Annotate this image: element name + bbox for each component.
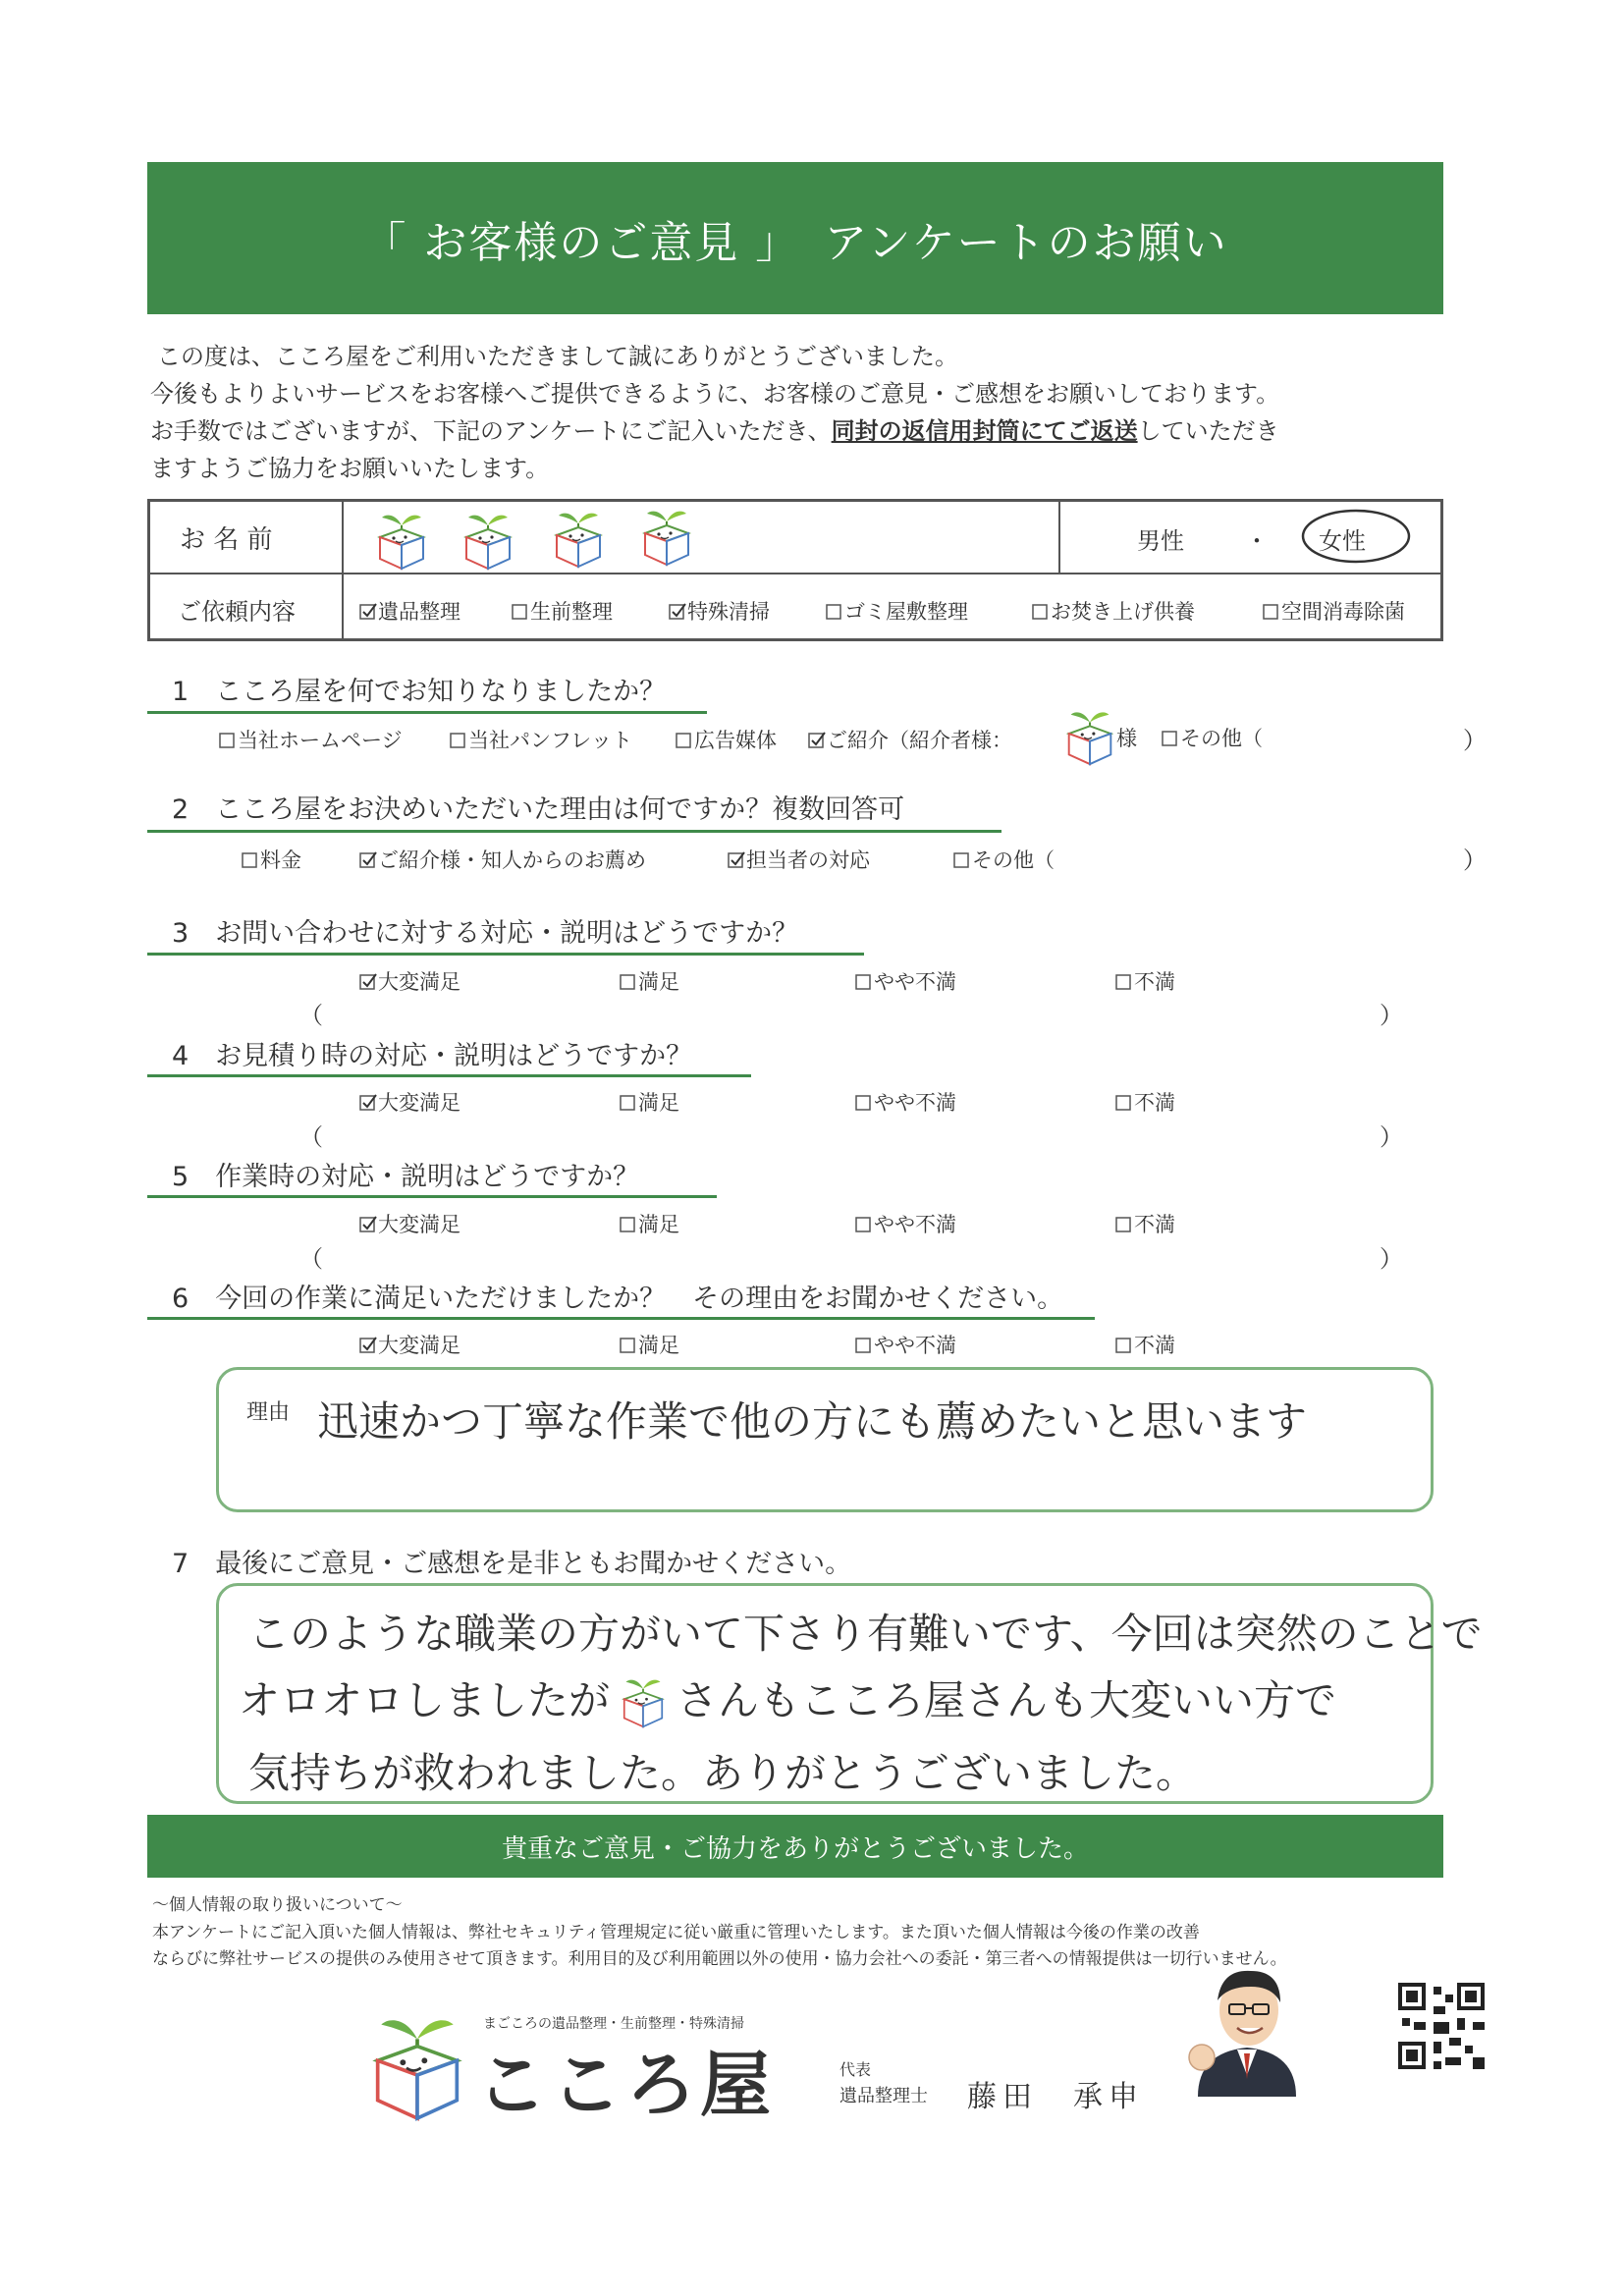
question-4-paren-close: ） <box>1380 1123 1403 1151</box>
intro-line-2: 今後もよりよいサービスをお客様へご提供できるように、お客様のご意見・ご感想をお願いしております。 <box>150 380 1280 408</box>
question-3 <box>172 911 798 950</box>
checkbox-icon[interactable] <box>449 731 468 750</box>
rating-option[interactable] <box>1114 1209 1175 1238</box>
q1-other-label: その他（ <box>1180 727 1263 750</box>
question-6-underline <box>147 1317 1095 1320</box>
rating-option-label: 大変満足 <box>378 1334 460 1357</box>
q1-option-label: 当社ホームページ <box>238 729 403 752</box>
checkbox-icon[interactable] <box>825 602 844 622</box>
question-5-ratings <box>358 1205 1242 1234</box>
request-option[interactable] <box>825 596 968 626</box>
rating-option-label: 大変満足 <box>378 1213 460 1236</box>
checked-checkbox-icon[interactable] <box>668 602 687 622</box>
intro-line-4: ますようご協力をお願いいたします。 <box>150 455 550 482</box>
table-divider <box>150 573 1440 574</box>
q1-option[interactable] <box>449 725 632 754</box>
mascot-icon <box>371 508 432 571</box>
reason-box[interactable] <box>216 1367 1434 1512</box>
checkbox-icon[interactable] <box>619 1093 638 1113</box>
request-option[interactable] <box>1031 596 1195 626</box>
rating-option[interactable] <box>358 1209 460 1238</box>
table-divider <box>1058 502 1060 573</box>
reason-handwriting: 迅速かつ丁寧な作業で他の方にも薦めたいと思います <box>317 1397 1308 1446</box>
rating-option[interactable] <box>358 966 460 996</box>
question-1-text: こころ屋を何でお知りなりましたか？ <box>215 677 667 707</box>
logo-tagline: まごころの遺品整理・生前整理・特殊清掃 <box>483 2016 744 2032</box>
rating-option-label: 満足 <box>638 1334 679 1357</box>
reason-label: 理由 <box>246 1400 291 1425</box>
question-5 <box>172 1155 639 1193</box>
rating-option[interactable] <box>619 1209 679 1238</box>
question-4-number: 4 <box>172 1041 189 1071</box>
request-option[interactable] <box>668 596 770 626</box>
checked-checkbox-icon[interactable] <box>358 1215 378 1234</box>
comment-line-2-pre: オロオロしましたが <box>239 1676 611 1724</box>
q1-option[interactable] <box>807 725 1012 754</box>
question-3-paren-close: ） <box>1380 1002 1403 1029</box>
comment-line-2-post: さんもこころ屋さんも大変いい方で <box>677 1676 1337 1724</box>
request-option[interactable] <box>1262 596 1405 626</box>
question-4-text: お見積り時の対応・説明はどうですか？ <box>215 1041 693 1071</box>
intro-line-3-post: していただき <box>1137 417 1279 445</box>
checkbox-icon[interactable] <box>619 1215 638 1234</box>
rating-option[interactable] <box>358 1087 460 1117</box>
comments-box[interactable] <box>216 1583 1483 1804</box>
rating-option[interactable] <box>358 1330 460 1359</box>
checkbox-icon[interactable] <box>1114 1215 1134 1234</box>
intro-line-3-pre: お手数ではございますが、下記のアンケートにご記入いただき、 <box>150 417 832 445</box>
request-options <box>358 592 1438 631</box>
checkbox-icon[interactable] <box>1031 602 1051 622</box>
question-5-paren-open: （ <box>299 1245 323 1273</box>
thanks-bar: 貴重なご意見・ご協力をありがとうございました。 <box>147 1815 1443 1878</box>
question-7 <box>172 1542 851 1580</box>
circle-mark-icon <box>1299 504 1417 569</box>
checked-checkbox-icon[interactable] <box>358 1093 378 1113</box>
checked-checkbox-icon[interactable] <box>727 850 746 870</box>
checkbox-icon[interactable] <box>619 1336 638 1355</box>
question-6-text: 今回の作業に満足いただけましたか？ その理由をお聞かせください。 <box>215 1284 1064 1314</box>
question-4-paren-open: （ <box>299 1123 323 1151</box>
request-option-label: ゴミ屋敷整理 <box>844 600 968 624</box>
question-7-text: 最後にご意見・ご感想を是非ともお聞かせください。 <box>215 1549 852 1579</box>
intro-line-1: この度は、こころ屋をご利用いただきまして誠にありがとうございました。 <box>157 343 958 370</box>
q2-option-label: ご紹介様・知人からのお薦め <box>378 848 646 872</box>
checkbox-icon[interactable] <box>854 1336 874 1355</box>
q1-option-label: 当社パンフレット <box>468 729 632 752</box>
rating-option[interactable] <box>1114 1087 1175 1117</box>
question-5-number: 5 <box>172 1162 189 1192</box>
checkbox-icon[interactable] <box>1114 1093 1134 1113</box>
comment-line-3: 気持ちが救われました。ありがとうございました。 <box>248 1749 1198 1797</box>
question-3-number: 3 <box>172 918 189 949</box>
gender-female[interactable]: 女性 <box>1319 527 1366 555</box>
rating-option-label: 大変満足 <box>378 1091 460 1115</box>
rating-option-label: 不満 <box>1134 1213 1175 1236</box>
mascot-icon <box>1060 705 1119 766</box>
question-6-ratings <box>358 1326 1242 1355</box>
question-3-ratings <box>358 962 1242 992</box>
checked-checkbox-icon[interactable] <box>358 972 378 992</box>
rating-option[interactable] <box>854 966 956 996</box>
rating-option-label: 満足 <box>638 970 679 994</box>
q2-option[interactable] <box>727 845 870 874</box>
question-1 <box>172 670 666 708</box>
rating-option-label: 満足 <box>638 1091 679 1115</box>
survey-title: 「 お客様のご意見 」 アンケートのお願い <box>147 162 1443 314</box>
checkbox-icon[interactable] <box>1114 972 1134 992</box>
rating-option[interactable] <box>619 1330 679 1359</box>
question-7-number: 7 <box>172 1549 189 1579</box>
request-option[interactable] <box>358 596 460 626</box>
referrer-suffix: 様 <box>1116 727 1137 750</box>
request-option[interactable] <box>511 596 613 626</box>
question-6 <box>172 1277 1063 1315</box>
question-3-text: お問い合わせに対する対応・説明はどうですか？ <box>215 918 799 949</box>
rating-option-label: 満足 <box>638 1213 679 1236</box>
checkbox-icon[interactable] <box>854 972 874 992</box>
gender-male[interactable]: 男性 <box>1137 527 1184 555</box>
question-5-underline <box>147 1195 717 1198</box>
q1-option[interactable] <box>218 725 403 754</box>
mascot-icon <box>548 506 609 569</box>
question-4 <box>172 1034 692 1072</box>
question-3-underline <box>147 953 864 956</box>
checkbox-icon[interactable] <box>1262 602 1281 622</box>
rating-option-label: 不満 <box>1134 1091 1175 1115</box>
name-field[interactable] <box>371 504 705 573</box>
q2-option[interactable] <box>358 845 646 874</box>
comment-line-2 <box>239 1668 1336 1728</box>
checked-checkbox-icon[interactable] <box>807 731 827 750</box>
rating-option-label: 大変満足 <box>378 970 460 994</box>
question-6-number: 6 <box>172 1284 189 1314</box>
mascot-icon <box>614 1673 673 1728</box>
rating-option-label: やや不満 <box>874 1334 956 1357</box>
question-1-number: 1 <box>172 677 189 707</box>
question-2-text: こころ屋をお決めいただいた理由は何ですか？複数回答可 <box>215 794 905 825</box>
q2-option-label: 担当者の対応 <box>746 848 870 872</box>
q1-other-option[interactable] <box>1161 723 1263 752</box>
q1-option-label: 広告媒体 <box>694 729 777 752</box>
mascot-icon <box>458 508 518 571</box>
q2-option[interactable] <box>952 845 1055 874</box>
rep-title: 遺品整理士 <box>839 2086 928 2106</box>
checkbox-icon[interactable] <box>241 850 260 870</box>
request-option-label: 生前整理 <box>530 600 613 624</box>
rating-option-label: 不満 <box>1134 1334 1175 1357</box>
gender-separator: ・ <box>1245 527 1269 555</box>
question-4-ratings <box>358 1083 1242 1113</box>
checked-checkbox-icon[interactable] <box>358 602 378 622</box>
privacy-line-2: ならびに弊社サービスの提供のみ使用させて頂きます。利用目的及び利用範囲以外の使用・協力会社への委託・第三者への情報提供は一切行いません。 <box>152 1949 1287 1969</box>
qr-code-icon[interactable] <box>1394 1979 1489 2073</box>
question-5-paren-close: ） <box>1380 1245 1403 1273</box>
mascot-icon <box>636 504 697 567</box>
request-option-label: お焚き上げ供養 <box>1051 600 1195 624</box>
question-1-options <box>218 721 1082 754</box>
checkbox-icon[interactable] <box>1161 729 1180 748</box>
rating-option-label: やや不満 <box>874 1213 956 1236</box>
privacy-line-1: 本アンケートにご記入頂いた個人情報は、弊社セキュリティ管理規定に従い厳重に管理いたします。また頂いた個人情報は今後の作業の改善 <box>152 1923 1200 1942</box>
q1-option-label: ご紹介（紹介者様： <box>827 729 1012 752</box>
intro-line-3-bold: 同封の返信用封筒にてご返送 <box>831 417 1138 445</box>
question-2-number: 2 <box>172 794 189 825</box>
question-1-underline <box>147 711 707 714</box>
checkbox-icon[interactable] <box>511 602 530 622</box>
customer-info-table <box>147 499 1443 641</box>
request-option-label: 特殊清掃 <box>687 600 770 624</box>
question-2-underline <box>147 830 1001 833</box>
request-label: ご依頼内容 <box>178 598 296 626</box>
q1-other-close: ） <box>1463 727 1487 754</box>
rating-option[interactable] <box>1114 966 1175 996</box>
privacy-heading: ～個人情報の取り扱いについて～ <box>152 1895 403 1915</box>
checkbox-icon[interactable] <box>675 731 694 750</box>
rating-option-label: やや不満 <box>874 1091 956 1115</box>
rating-option-label: やや不満 <box>874 970 956 994</box>
question-3-paren-open: （ <box>299 1002 323 1029</box>
logo-mascot-icon <box>363 2006 471 2122</box>
checked-checkbox-icon[interactable] <box>358 850 378 870</box>
name-label: お 名 前 <box>180 525 273 555</box>
checkbox-icon[interactable] <box>619 972 638 992</box>
question-2-options <box>241 841 1222 874</box>
checkbox-icon[interactable] <box>854 1215 874 1234</box>
checkbox-icon[interactable] <box>854 1093 874 1113</box>
request-option-label: 遺品整理 <box>378 600 460 624</box>
checkbox-icon[interactable] <box>952 850 972 870</box>
logo-text: こころ屋 <box>476 2044 776 2126</box>
rating-option[interactable] <box>1114 1330 1175 1359</box>
rating-option[interactable] <box>854 1330 956 1359</box>
representative-portrait-icon <box>1178 1949 1316 2097</box>
question-5-text: 作業時の対応・説明はどうですか？ <box>215 1162 640 1192</box>
rep-label: 代表 <box>839 2060 872 2079</box>
comment-line-1: このような職業の方がいて下さり有難いです、今回は突然のことで <box>248 1610 1483 1658</box>
checkbox-icon[interactable] <box>218 731 238 750</box>
table-divider <box>342 502 344 638</box>
rating-option[interactable] <box>854 1087 956 1117</box>
question-2 <box>172 788 904 826</box>
rep-name: 藤田 承申 <box>967 2080 1144 2114</box>
checkbox-icon[interactable] <box>1114 1336 1134 1355</box>
question-4-underline <box>147 1074 751 1077</box>
q1-option[interactable] <box>675 725 777 754</box>
q2-other-close: ） <box>1463 847 1487 874</box>
rating-option[interactable] <box>619 966 679 996</box>
checked-checkbox-icon[interactable] <box>358 1336 378 1355</box>
rating-option[interactable] <box>854 1209 956 1238</box>
q2-option-label: その他（ <box>972 848 1055 872</box>
rating-option[interactable] <box>619 1087 679 1117</box>
request-option-label: 空間消毒除菌 <box>1281 600 1405 624</box>
intro-line-3 <box>150 411 1279 446</box>
q2-option[interactable] <box>241 845 301 874</box>
q2-option-label: 料金 <box>260 848 301 872</box>
rating-option-label: 不満 <box>1134 970 1175 994</box>
